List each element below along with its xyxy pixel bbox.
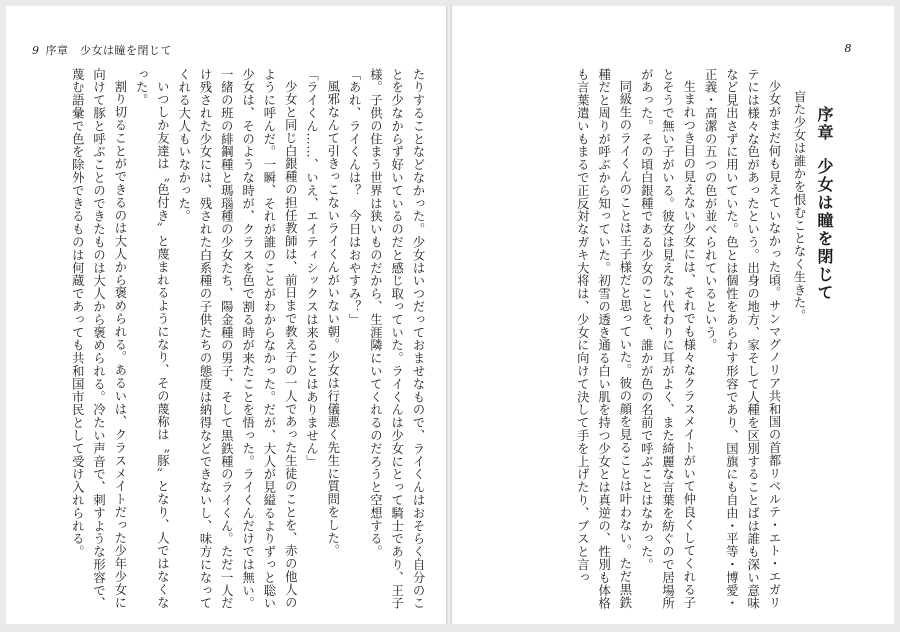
chapter-title (813, 106, 836, 302)
left-paragraph: 割り切ることができるのは大人から褒められる。あるいは、クラスメイトだった少年少女に向けて豚と呼ぶことのできたものは大人から褒められる。冷たい声音で、刺すような形容で、蔑む語彙で色を除外できるものは何蔵であっても共和国市民として受け入れられる。 (70, 68, 127, 610)
left-paragraph: 風邪なんて引きっこないライくんがいない朝。少女は行儀悪く先生に質問をした。 (325, 80, 340, 558)
chapter-title-prefix: 序章 (815, 106, 834, 142)
left-paragraph: たりすることなどなかった。少女はいつだっておませなもので、ライくんはおそらく自分のことを少なからず好いているのだと感じ取っていた。ライくんは少女にとって騎士であり、王子様。子供の住まう世界は狭いものだから、生涯隣にいてくれるのだろうと空想する。 (368, 68, 425, 610)
left-paragraph: 「ライくん……、いえ、エイティシックスは来ることはありません」 (304, 68, 319, 468)
left-paragraph: 少女と同じ白銀種の担任教師は、前日まで教え子の一人であった生徒のことを、赤の他人のように呼んだ。一瞬、それが誰のことがわからなかった。だが、大人が見縊るよりずっと聡い少女は、そのような時が、クラスを色で割る時が来たことを悟った。ライくんだけでは無い。一緒の班の緋鋼種と瑪瑙種の少女たち、陽金種の男子、そして黒鉄種のライくん。ただ一人だけ残された少女には、残された白系種の子供たちの態度は納得などできないし、味方になってくれる大人もいなかった。 (176, 68, 298, 610)
left-page-number: 9 (32, 44, 40, 57)
left-body-text (24, 68, 428, 612)
left-running-head-title: 序章 少女は瞳を閉じて (45, 44, 172, 57)
left-running-head (32, 42, 172, 58)
left-paragraph: 「あれ、ライくんは？ 今日はおやすみ？」 (347, 68, 362, 326)
chapter-title-main: 少女は瞳を閉じて (815, 158, 834, 302)
right-page-number: 8 (844, 42, 852, 55)
right-paragraph: 少女がまだ何も見えていなかった頃。サンマグノリア共和国の首都リベルテ・エト・エガリテには様々な色があったという。出身の地方、家そして人種を区別することばは誰も深い意味など見出さずに用いていた。色とは個性をあらわす形容であり、国旗にも自由・平等・博愛・正義・高潔の五つの色が並べられているという。 (703, 68, 781, 610)
left-page (6, 6, 446, 624)
right-paragraph: 生まれつき目の見えない少女には、それでも様々なクラスメイトがいて仲良くしてくれる子とそうで無い子がいる。彼女は見えない代わりに耳がよく、また綺麗な言葉を紡ぐので居場所があった。その頃白銀種である少女のことを、誰かが色の名前で呼ぶことはなかった。 (639, 68, 696, 610)
epigraph: 盲た少女は誰かを恨むことなく生きた。 (792, 90, 806, 323)
right-page-number-wrap (845, 42, 859, 55)
right-paragraph: 同級生のライくんのことは王子様だと思っていた。彼の顔を見ることは叶わない。ただ黒鉄種だと周りが呼ぶから知っていた。初雪の透き通る白い肌を持つ少女とは真逆の、性別も体格も言葉遣いもまるで正反対なガキ大将は、少女に向けて決して手を上げたり、ブスと言っ (575, 68, 632, 610)
right-page (452, 6, 894, 624)
right-body-text (466, 68, 784, 612)
left-paragraph: いつしか友達は〝色付き〟と蔑まれるようになり、その蔑称は〝豚〟となり、人ではなくなった。 (134, 68, 170, 610)
